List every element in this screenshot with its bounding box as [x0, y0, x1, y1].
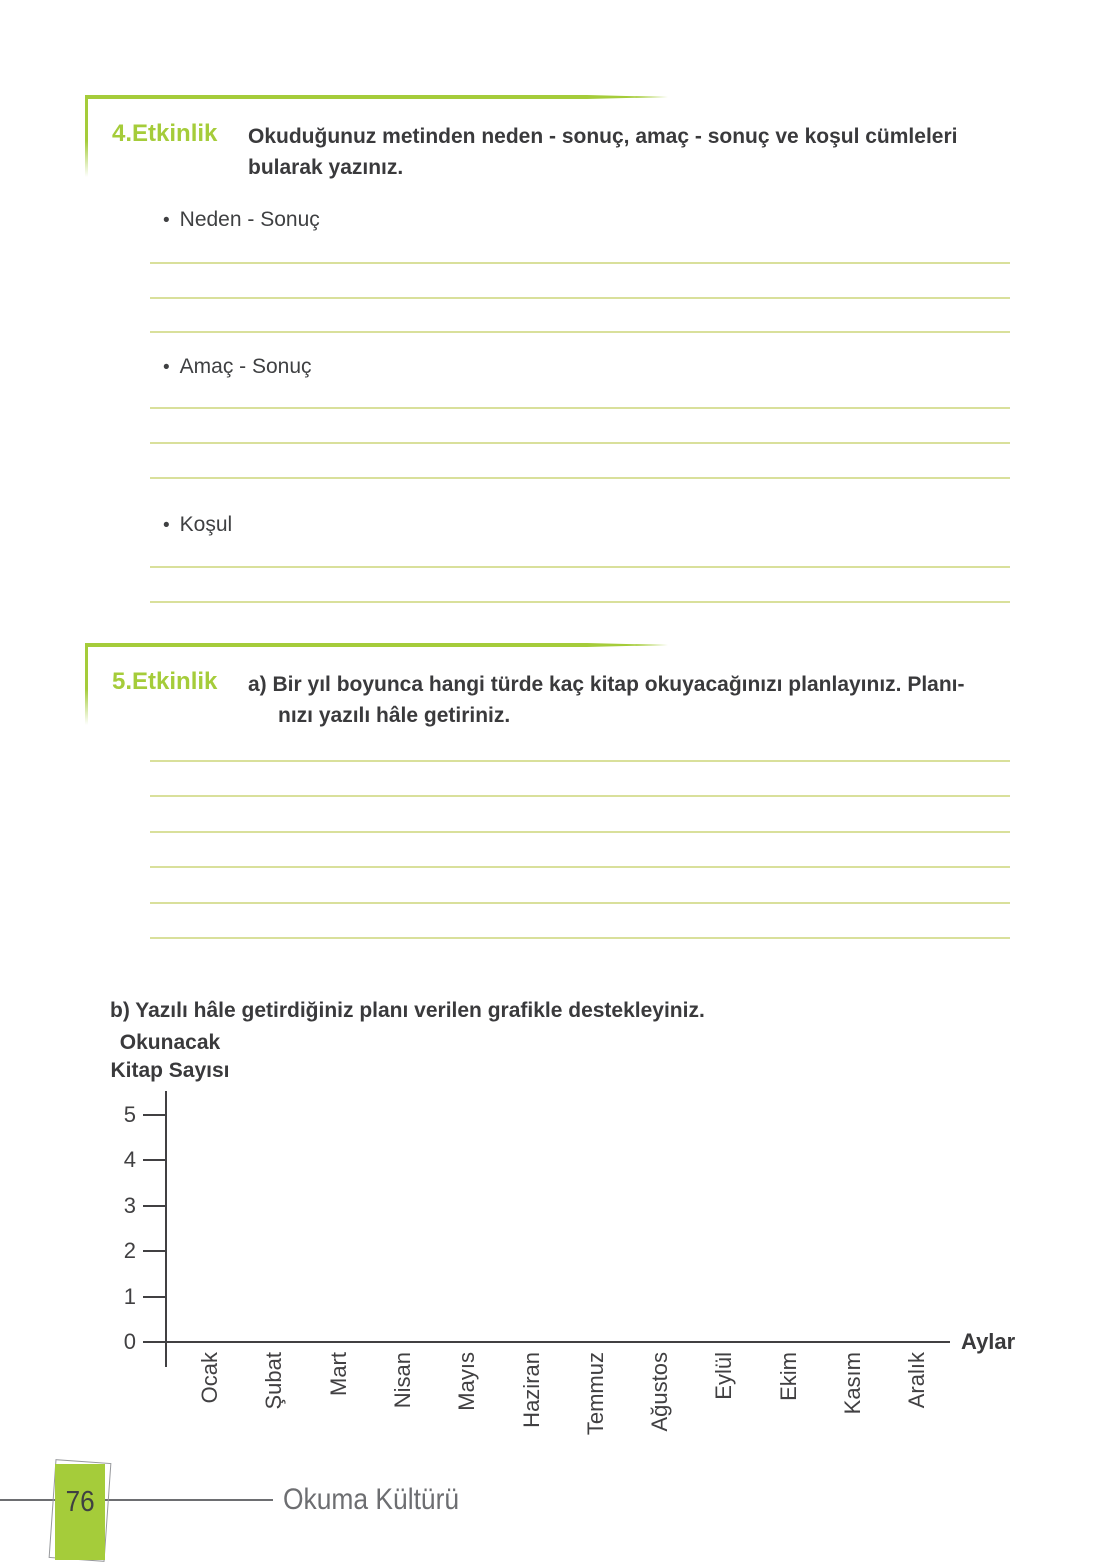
bullet-item	[163, 208, 320, 232]
chart-month-label: Ağustos	[647, 1352, 672, 1432]
chart-month-label: Ekim	[776, 1352, 801, 1401]
chart-month-label: Haziran	[519, 1352, 544, 1428]
chart-month-label: Kasım	[840, 1352, 865, 1415]
chart-tick	[143, 1205, 166, 1207]
bullet-item	[163, 355, 312, 379]
answer-line	[150, 795, 1010, 797]
answer-line	[150, 297, 1010, 299]
answer-line	[150, 331, 1010, 333]
chart-month-label: Aralık	[904, 1352, 929, 1409]
activity4-accent-vline	[85, 97, 88, 177]
bullet-dot: •	[163, 210, 170, 231]
answer-line	[150, 407, 1010, 409]
bullet-label: Neden - Sonuç	[179, 208, 320, 231]
answer-line	[150, 601, 1010, 603]
chart-tick-label: 0	[123, 1329, 136, 1354]
activity4-label: 4.Etkinlik	[112, 120, 218, 147]
activity5-label: 5.Etkinlik	[112, 668, 218, 695]
chart-month-label: Nisan	[390, 1352, 415, 1409]
page-number: 76	[65, 1486, 95, 1518]
footer-rule-left	[0, 1499, 57, 1501]
chart-tick-label: 4	[123, 1147, 136, 1172]
activity5-part-b-heading: b) Yazılı hâle getirdiğiniz planı verilen grafikle destekleyiniz.	[110, 999, 705, 1022]
chart-tick-label: 3	[123, 1193, 136, 1218]
chart-y-axis-title-line: Okunacak	[119, 1031, 221, 1054]
activity5-accent-vline	[85, 645, 88, 725]
chart-month-label: Şubat	[261, 1352, 286, 1410]
chart-y-axis-title-line: Kitap Sayısı	[110, 1059, 230, 1082]
bullet-label: Amaç - Sonuç	[179, 355, 312, 378]
activity5-accent-line	[85, 643, 670, 648]
activity5-part-a-line: nızı yazılı hâle getiriniz.	[278, 704, 511, 727]
activity4-accent-line	[85, 95, 670, 100]
footer-rule-right	[105, 1499, 273, 1501]
chart-month-label: Ocak	[197, 1352, 222, 1404]
chart-x-axis-title: Aylar	[961, 1329, 1016, 1354]
bullet-dot: •	[163, 515, 170, 536]
chart-tick	[143, 1159, 166, 1161]
chart-tick-label: 1	[123, 1284, 136, 1309]
answer-line	[150, 442, 1010, 444]
answer-line	[150, 902, 1010, 904]
bullet-dot: •	[163, 357, 170, 378]
chart-y-axis	[165, 1091, 167, 1367]
activity5-part-a	[248, 669, 965, 731]
chart-y-axis-title	[95, 1029, 245, 1085]
activity4-instruction	[248, 121, 957, 183]
answer-line	[150, 262, 1010, 264]
answer-line	[150, 831, 1010, 833]
chart-month-label: Mart	[326, 1352, 351, 1396]
chart-tick-label: 2	[123, 1238, 136, 1263]
chart-tick	[143, 1296, 166, 1298]
answer-line	[150, 566, 1010, 568]
chart-month-label: Temmuz	[583, 1352, 608, 1436]
answer-line	[150, 477, 1010, 479]
chart-month-label: Eylül	[711, 1352, 736, 1400]
footer-section-title: Okuma Kültürü	[283, 1483, 460, 1516]
page-number-tab	[55, 1464, 105, 1560]
answer-line	[150, 760, 1010, 762]
activity4-instruction-line: bularak yazınız.	[248, 156, 404, 179]
bullet-item	[163, 513, 232, 537]
activity4-instruction-line: Okuduğunuz metinden neden - sonuç, amaç - sonuç ve koşul cümleleri	[248, 125, 958, 148]
chart-x-axis	[143, 1341, 950, 1343]
answer-line	[150, 937, 1010, 939]
chart-tick-label: 5	[123, 1102, 136, 1127]
activity5-part-a-line: a) Bir yıl boyunca hangi türde kaç kitap okuyacağınızı planlayınız. Planı-	[248, 673, 965, 696]
answer-line	[150, 866, 1010, 868]
chart-tick	[143, 1114, 166, 1116]
chart-tick	[143, 1250, 166, 1252]
bullet-label: Koşul	[179, 513, 233, 536]
chart-month-label: Mayıs	[454, 1352, 479, 1411]
